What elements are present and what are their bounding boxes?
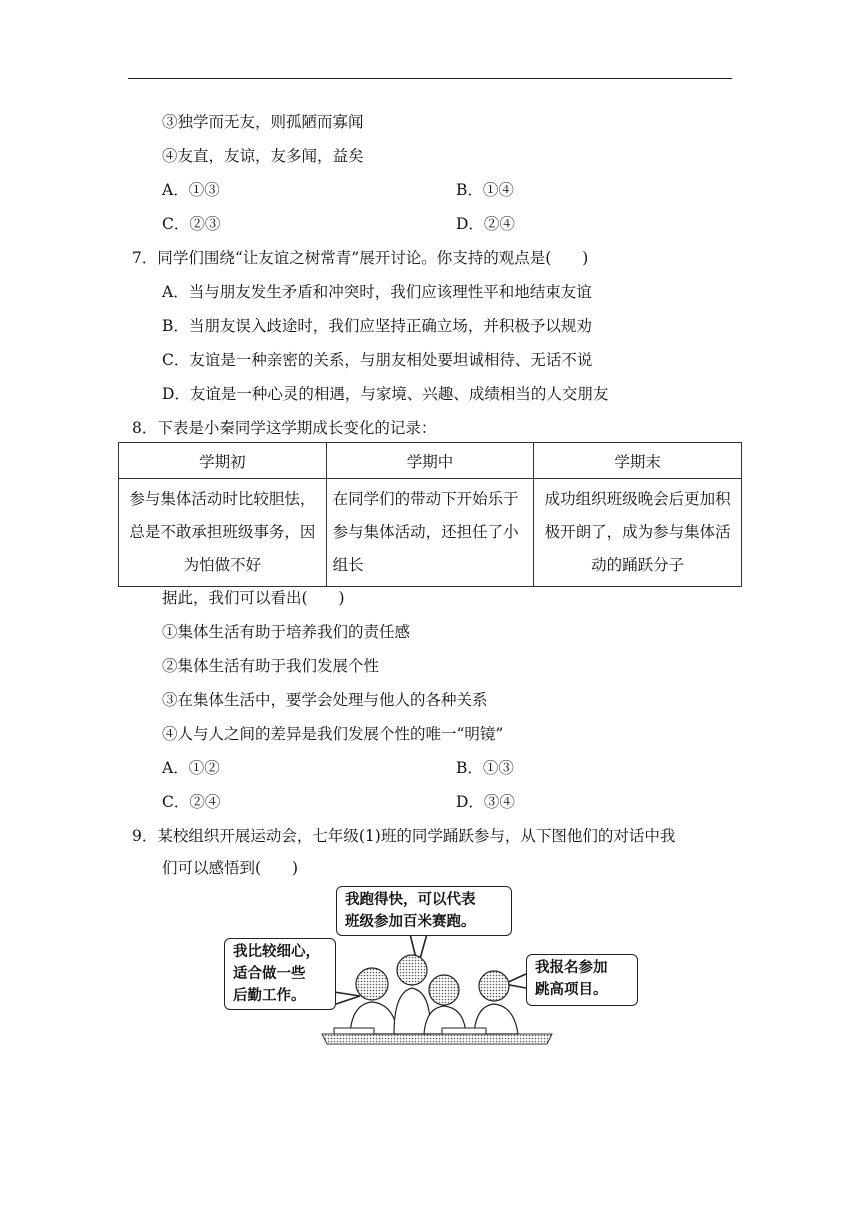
q8-item-3: ③在集体生活中，要学会处理与他人的各种关系 <box>162 691 488 709</box>
header-rule <box>128 78 732 79</box>
q7-option-a: A．当与朋友发生矛盾和冲突时，我们应该理性平和地结束友谊 <box>162 283 592 301</box>
table-header: 学期末 <box>534 443 742 479</box>
bubble-line: 跳高项目。 <box>535 982 608 998</box>
speech-bubble-top <box>336 886 512 936</box>
bubble-line: 我跑得快，可以代表 <box>345 892 476 908</box>
q8-item-2: ②集体生活有助于我们发展个性 <box>162 657 380 675</box>
speech-bubble-right <box>526 954 638 1006</box>
table-cell: 在同学们的带动下开始乐于参与集体活动，还担任了小组长 <box>326 479 534 587</box>
q6-item-4: ④友直，友谅，友多闻，益矣 <box>162 147 364 165</box>
q6-option-d: D．②④ <box>456 215 515 233</box>
bubble-line: 我比较细心， <box>233 944 320 960</box>
q7-option-b: B．当朋友误入歧途时，我们应坚持正确立场，并积极予以规劝 <box>162 317 592 335</box>
bubble-line: 后勤工作。 <box>233 988 306 1004</box>
table-cell: 参与集体活动时比较胆怯，总是不敢承担班级事务，因为怕做不好 <box>119 479 327 587</box>
q7-option-c: C．友谊是一种亲密的关系，与朋友相处要坦诚相待、无话不说 <box>162 351 593 369</box>
bubble-line: 班级参加百米赛跑。 <box>345 914 476 930</box>
bubble-line: 适合做一些 <box>233 966 306 982</box>
q8-stem: 8．下表是小秦同学这学期成长变化的记录： <box>132 419 437 437</box>
q8-prompt: 据此，我们可以看出( ) <box>162 589 345 607</box>
q6-option-b: B．①④ <box>456 181 514 199</box>
q7-stem: 7．同学们围绕“让友谊之树常青”展开讨论。你支持的观点是( ) <box>132 249 589 267</box>
q8-option-b: B．①③ <box>456 759 514 777</box>
q8-option-a: A．①② <box>162 759 220 777</box>
bubble-line: 我报名参加 <box>535 960 608 976</box>
q7-option-d: D．友谊是一种心灵的相遇，与家境、兴趣、成绩相当的人交朋友 <box>162 385 609 403</box>
q8-item-4: ④人与人之间的差异是我们发展个性的唯一“明镜” <box>162 725 504 743</box>
q9-stem-line-1: 9．某校组织开展运动会，七年级(1)班的同学踊跃参与，从下图他们的对话中我 <box>132 827 676 845</box>
speech-bubble-left <box>224 938 336 1010</box>
q6-item-3: ③独学而无友，则孤陋而寡闻 <box>162 113 364 131</box>
table-header: 学期中 <box>326 443 534 479</box>
q9-stem-line-2: 们可以感悟到( ) <box>162 859 299 877</box>
table-cell: 成功组织班级晚会后更加积极开朗了，成为参与集体活动的踊跃分子 <box>534 479 742 587</box>
q6-option-c: C．②③ <box>162 215 221 233</box>
growth-record-table <box>118 442 742 587</box>
q8-option-d: D．③④ <box>456 793 515 811</box>
q8-option-c: C．②④ <box>162 793 221 811</box>
q8-item-1: ①集体生活有助于培养我们的责任感 <box>162 623 411 641</box>
table-header: 学期初 <box>119 443 327 479</box>
students-dialogue-illustration <box>222 884 642 1054</box>
q6-option-a: A．①③ <box>162 181 220 199</box>
